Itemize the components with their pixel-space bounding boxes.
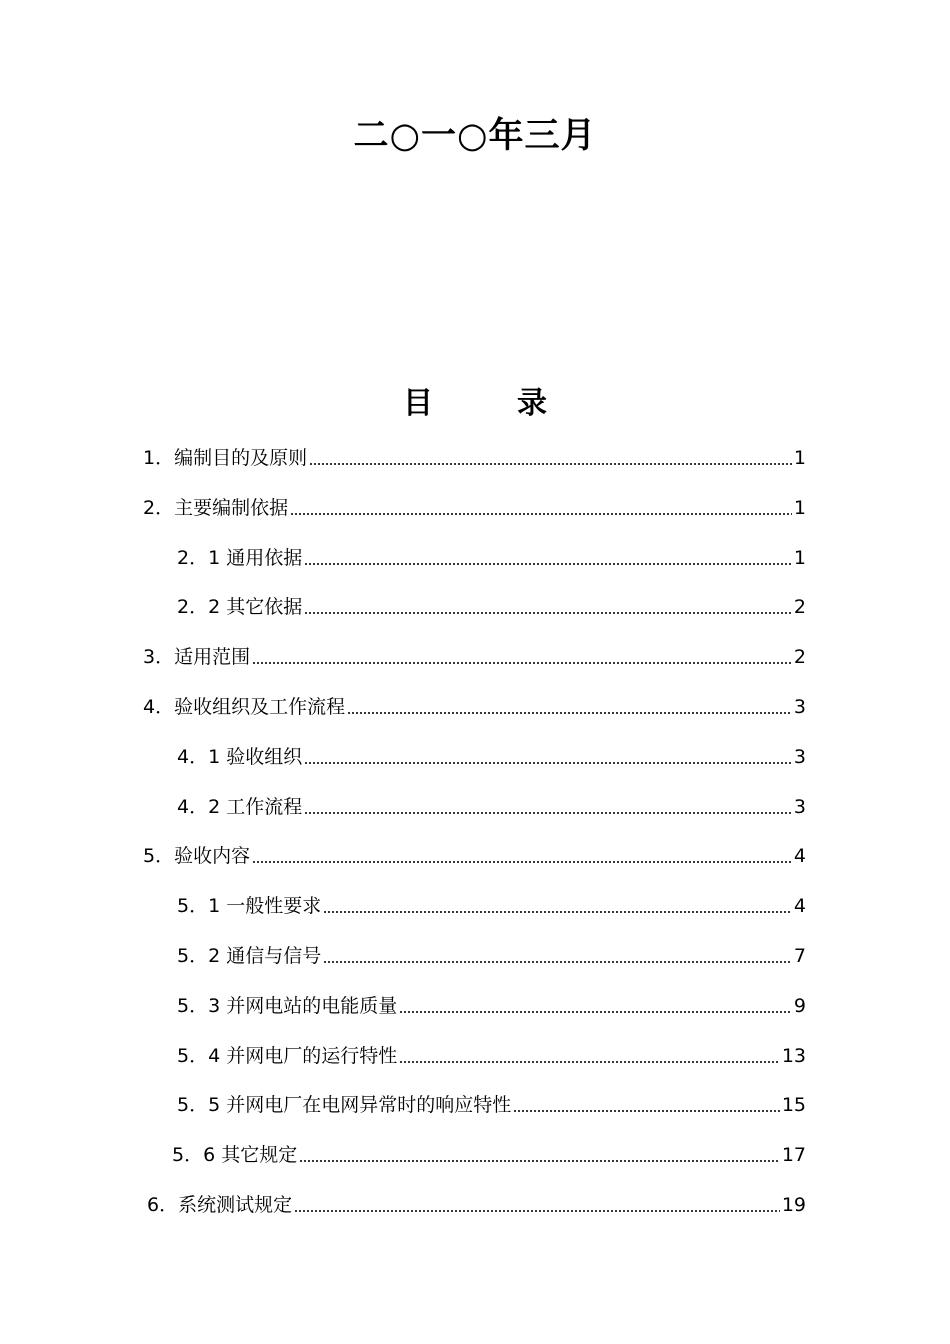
toc-entry-page: 2 [793, 596, 806, 619]
toc-entry-page: 3 [793, 795, 806, 818]
toc-entry[interactable] [177, 1041, 806, 1071]
toc-leader-dots [294, 1209, 780, 1213]
toc-entry-page: 4 [793, 845, 806, 868]
toc-entry-page: 4 [793, 895, 806, 918]
toc-entry-page: 15 [781, 1094, 806, 1117]
toc-entry[interactable] [143, 443, 806, 473]
toc-entry[interactable] [143, 692, 806, 722]
toc-entry-label: 5．1 一般性要求 [177, 895, 322, 918]
toc-entry-label: 5．5 并网电厂在电网异常时的响应特性 [177, 1094, 512, 1117]
toc-entry-label: 5．3 并网电站的电能质量 [177, 994, 398, 1017]
toc-leader-dots [304, 811, 792, 815]
toc-heading-right: 录 [517, 386, 547, 421]
toc-entry[interactable] [143, 493, 806, 523]
toc-entry[interactable] [147, 1190, 806, 1220]
toc-entry-page: 3 [793, 696, 806, 718]
toc-entry-label: 2．1 通用依据 [177, 546, 303, 569]
toc-entry[interactable] [177, 543, 806, 573]
toc-leader-dots [252, 860, 792, 864]
toc-leader-dots [513, 1109, 780, 1113]
toc-leader-dots [347, 711, 792, 715]
toc-leader-dots [399, 1010, 792, 1014]
toc-entry-label: 3．适用范围 [143, 646, 251, 669]
toc-entry[interactable] [143, 642, 806, 672]
toc-leader-dots [323, 960, 792, 964]
toc-entry-page: 9 [793, 994, 806, 1017]
toc-entry-label: 5．4 并网电厂的运行特性 [177, 1044, 398, 1067]
toc-entry[interactable] [177, 592, 806, 622]
toc-entry-label: 4．1 验收组织 [177, 745, 303, 768]
date-title: 二○一○年三月 [353, 116, 597, 156]
toc-leader-dots [252, 661, 792, 665]
toc-entry-label: 4．验收组织及工作流程 [143, 696, 346, 718]
toc-leader-dots [309, 462, 792, 466]
toc-entry[interactable] [177, 891, 806, 921]
toc-entry-page: 3 [793, 745, 806, 768]
toc-entry-label: 1．编制目的及原则 [143, 447, 308, 469]
toc-leader-dots [304, 562, 792, 566]
toc-entry-label: 2．主要编制依据 [143, 496, 289, 519]
toc-entry-page: 19 [781, 1194, 806, 1216]
toc-entry-page: 7 [793, 945, 806, 967]
toc-entry[interactable] [177, 941, 806, 971]
toc-entry-page: 1 [793, 496, 806, 519]
toc-entry-label: 5．2 通信与信号 [177, 945, 322, 967]
toc-entry[interactable] [177, 742, 806, 772]
toc-heading-left: 目 [403, 386, 433, 421]
toc-entry-page: 1 [793, 447, 806, 469]
toc-entry-label: 2．2 其它依据 [177, 596, 303, 619]
toc-leader-dots [304, 611, 792, 615]
toc-leader-dots [323, 910, 792, 914]
toc-leader-dots [304, 761, 792, 765]
toc-entry[interactable] [177, 991, 806, 1021]
toc-entry[interactable] [172, 1140, 806, 1170]
toc-entry-label: 4．2 工作流程 [177, 795, 303, 818]
toc-entry-page: 17 [781, 1144, 806, 1167]
toc-list [0, 443, 950, 1243]
toc-entry[interactable] [177, 1090, 806, 1120]
toc-leader-dots [290, 512, 792, 516]
toc-leader-dots [299, 1159, 780, 1163]
toc-leader-dots [399, 1060, 780, 1064]
toc-heading [0, 378, 950, 422]
toc-entry-label: 5．验收内容 [143, 845, 251, 868]
toc-entry-page: 13 [781, 1044, 806, 1067]
toc-entry[interactable] [177, 792, 806, 822]
toc-entry-page: 1 [793, 546, 806, 569]
toc-entry-label: 5．6 其它规定 [172, 1144, 298, 1167]
toc-entry-label: 6．系统测试规定 [147, 1194, 293, 1216]
toc-entry[interactable] [143, 841, 806, 871]
toc-entry-page: 2 [793, 646, 806, 669]
